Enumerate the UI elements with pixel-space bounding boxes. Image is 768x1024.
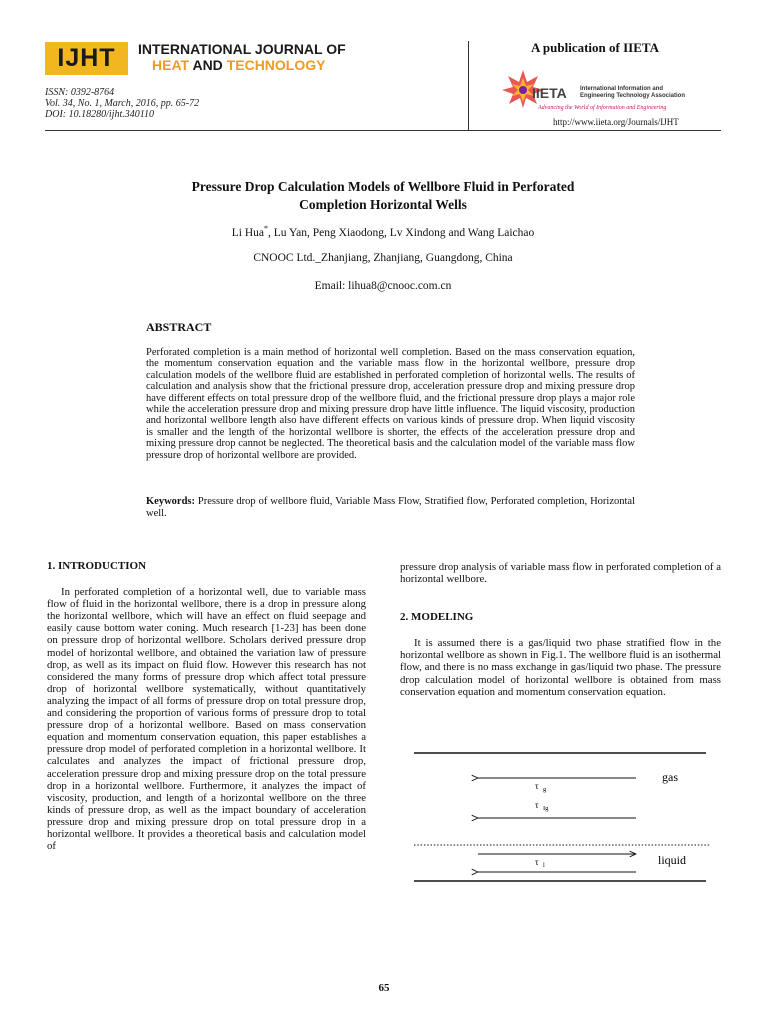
abstract-text: Perforated completion is a main method of horizontal well completion. Based on the mass conservation equation, the momentum conservation equation and the variable mass flow in the horizontal wellbore, pressure drop calculation models of the wellbore fluid are established in perforated completion of horizontal wells. The results of calculation and analysis show that the frictional pressure drop, acceleration pressure drop and mixing pressure drop have different effects on total pressure drop of the wellbore fluid, and the frictional pressure drop plays a major role while the acceleration pressure drop and mixing pressure drop have little influence. The liquid viscosity, production and horizontal wellbore length also have different effects on various kinds of pressure drop. When liquid viscosity is smaller and the length of the horizontal wellbore is shorter, the effects of the acceleration pressure drop and mixing pressure drop cannot be neglected. The theoretical basis and the calculation model of the variable mass flow pressure drop of horizontal wellbore are provided. xyxy=(146,347,635,461)
ieta-full-line1: International Information and xyxy=(580,86,664,92)
ieta-wordmark: IIETA xyxy=(532,85,567,101)
header-rule xyxy=(45,130,721,131)
paper-title-line1: Pressure Drop Calculation Models of Wellbore Fluid in Perforated xyxy=(191,179,575,194)
intro-paragraph: In perforated completion of a horizontal well, due to variable mass flow of fluid in the horizontal wellbore, there is a drop in pressure along the horizontal wellbore, which will have an effect on fluid seepage and easily cause bottom water coning. Much research [1-23] has been done on pressure drop of horizontal wellbore. Scholars derived pressure drop model of horizontal wellbore, and obtained the variation law of pressure drop, as well as its impact on fluid flow. However this research has not considered the many forms of pressure drop which affect total pressure drop of horizontal wellbore systematically, without quantitatively analyzing the impact of all forms of pressure drop on total pressure drop, and considering the proportion of various forms of pressure drop to total pressure drop of a horizontal wellbore. Based on mass conservation equation and momentum conservation equation, this paper establishes a pressure drop model of perforated completion in a horizontal wellbore. It calculates and analyzes the impact of frictional pressure drop, acceleration pressure drop and mixing pressure drop on the total pressure drop in a horizontal wellbore. Furthermore, it analyzes the impact of viscosity, production, and length of a horizontal wellbore on the three kinds of pressure drop, as well as the impact boundary of acceleration pressure drop and mixing pressure drop on total pressure drop in a horizontal wellbore. It provides a theoretical basis and calculation model of xyxy=(47,586,366,853)
modeling-paragraph: It is assumed there is a gas/liquid two phase stratified flow in the horizontal wellbore as shown in Fig.1. The wellbore fluid is an isothermal flow, and there is no mass exchange in gas/liquid two phase. The pressure drop calculation model of horizontal wellbore is obtained from mass conservation equation and momentum conservation equation. xyxy=(400,637,721,698)
page-number: 65 xyxy=(378,982,390,994)
tau-ig-symbol: τ xyxy=(535,800,539,810)
intro-continuation: pressure drop analysis of variable mass flow in perforated completion of a horizontal wellbore. xyxy=(400,561,721,586)
keywords-label: Keywords: xyxy=(146,496,195,507)
liquid-label: liquid xyxy=(658,853,687,867)
modeling-heading: 2. MODELING xyxy=(400,611,474,624)
affiliation: CNOOC Ltd._Zhanjiang, Zhanjiang, Guangdong, China xyxy=(253,252,513,264)
journal-name-line1: INTERNATIONAL JOURNAL OF xyxy=(138,41,346,57)
right-column xyxy=(400,561,721,698)
journal-name-line2 xyxy=(152,57,325,73)
tau-l-symbol: τ xyxy=(535,857,539,867)
authors-rest: , Lu Yan, Peng Xiaodong, Lv Xindong and Wang Laichao xyxy=(268,226,535,239)
ieta-full-line2: Engineering Technology Association xyxy=(580,93,686,99)
corresponding-mark: * xyxy=(264,224,269,233)
authors xyxy=(110,224,656,239)
contact-email[interactable]: Email: lihua8@cnooc.com.cn xyxy=(314,280,452,292)
intro-section xyxy=(47,560,366,852)
intro-heading: 1. INTRODUCTION xyxy=(47,560,147,572)
volume-info: Vol. 34, No. 1, March, 2016, pp. 65-72 xyxy=(45,98,200,109)
abstract-heading: ABSTRACT xyxy=(146,320,212,334)
keywords-text: Pressure drop of wellbore fluid, Variable Mass Flow, Stratified flow, Perforated completion, Horizontal well. xyxy=(146,496,635,519)
ieta-motto: Advancing the World of Information and Engineering xyxy=(538,105,667,111)
paper-title xyxy=(110,178,656,214)
journal-technology: TECHNOLOGY xyxy=(226,57,326,73)
journal-and: AND xyxy=(192,57,223,73)
publisher-line: A publication of IIETA xyxy=(531,40,659,55)
tau-l-subscript: l xyxy=(543,862,545,869)
paper-title-line2: Completion Horizontal Wells xyxy=(299,197,467,212)
issn: ISSN: 0392-8764 xyxy=(45,87,115,98)
author-first: Li Hua xyxy=(231,226,265,239)
tau-ig-subscript: Ig xyxy=(543,805,549,812)
ijht-logo-text: IJHT xyxy=(57,44,116,72)
doi: DOI: 10.18280/ijht.340110 xyxy=(45,109,154,120)
ijht-logo xyxy=(45,42,128,75)
journal-heat: HEAT xyxy=(152,57,190,73)
keywords xyxy=(146,496,635,520)
ieta-full-name xyxy=(580,86,685,100)
tau-g-symbol: τ xyxy=(535,781,539,791)
stratified-flow-diagram xyxy=(414,748,716,886)
tau-g-subscript: g xyxy=(543,786,547,793)
gas-label: gas xyxy=(662,770,678,784)
journal-url[interactable]: http://www.iieta.org/Journals/IJHT xyxy=(553,117,679,127)
